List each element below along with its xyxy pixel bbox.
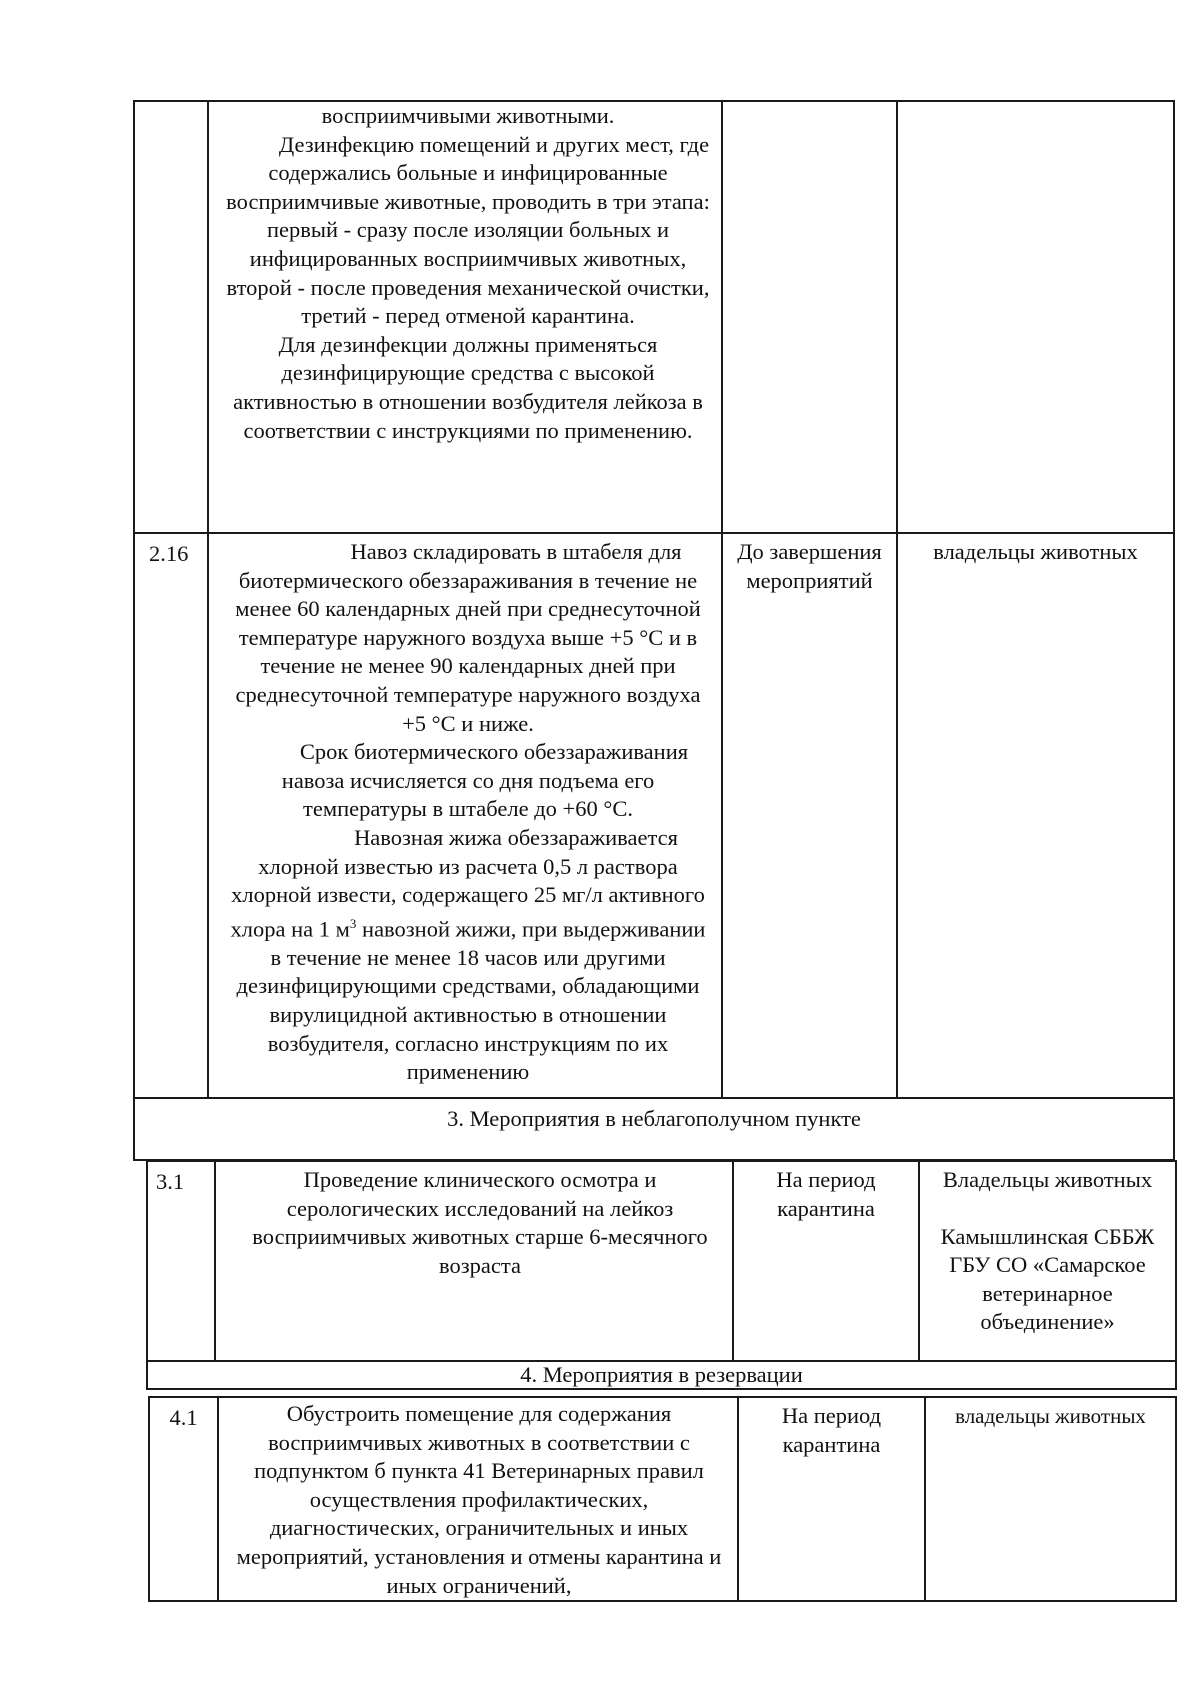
- measure-text-part: навозной жижи, при выдерживании в течение не менее 18 часов или другими дезинфицирующими средствами, обладающими вирулицидной активностью в отношении возбудителя, согласно инструкциям по их применению: [236, 916, 706, 1085]
- measure-cell: [208, 533, 722, 1098]
- responsible-owners: Владельцы животных: [942, 1167, 1153, 1192]
- measures-table-part-3: [148, 1396, 1177, 1602]
- responsible-cell: владельцы животных: [925, 1397, 1176, 1601]
- responsible-cell: владельцы животных: [897, 533, 1174, 1098]
- table-row-4-1: [149, 1397, 1176, 1601]
- row-number-cell: [134, 101, 208, 533]
- row-number-cell: 4.1: [149, 1397, 218, 1601]
- measure-cell: Проведение клинического осмотра и серологических исследований на лейкоз восприимчивых животных старше 6-месячного возраста: [215, 1161, 733, 1361]
- row-number-cell: 3.1: [147, 1161, 215, 1361]
- row-number-cell: 2.16: [134, 533, 208, 1098]
- measure-cell: Обустроить помещение для содержания восприимчивых животных в соответствии с подпунктом б пункта 41 Ветеринарных правил осуществления профилактических, диагностических, ограничительных и иных мероприятий, установления и отмены карантина и иных ограничений,: [218, 1397, 738, 1601]
- responsible-cell: [897, 101, 1174, 533]
- section-3-title: 3. Мероприятия в неблагополучном пункте: [134, 1098, 1174, 1160]
- term-cell: На период карантина: [733, 1161, 919, 1361]
- measure-paragraph: [223, 824, 713, 1087]
- spacer: [920, 1195, 1175, 1223]
- measure-text-part: Навозная жижа обеззараживается хлорной известью из расчета 0,5 л раствора хлорной извести, содержащего 25 мг/л активного хлора на 1 м: [230, 824, 705, 942]
- responsible-vet-service: Камышлинская СББЖ ГБУ СО «Самарское ветеринарное объединение»: [940, 1223, 1155, 1335]
- table-row-continuation: [134, 101, 1174, 533]
- section-header-row: [147, 1361, 1176, 1389]
- table-row-3-1: [147, 1161, 1176, 1361]
- measure-cell: [208, 101, 722, 533]
- term-cell: [722, 101, 897, 533]
- measure-paragraph: Срок биотермического обеззараживания навоза исчисляется со дня подъема его температуры в штабеле до +60 °С.: [281, 739, 689, 822]
- measure-paragraph: Навоз складировать в штабеля для биотермического обеззараживания в течение не менее 60 календарных дней при среднесуточной температуре наружного воздуха выше +5 °С и в течение не менее 90 календарных дней при среднесуточной температуре наружного воздуха +5 °С и ниже.: [235, 539, 701, 736]
- measure-paragraph: Для дезинфекции должны применяться дезинфицирующие средства с высокой активностью в отношении возбудителя лейкоза в соответствии с инструкциями по применению.: [233, 331, 703, 443]
- section-4-title: 4. Мероприятия в резервации: [147, 1361, 1176, 1389]
- cubic-superscript: 3: [349, 915, 357, 931]
- section-header-row: [134, 1098, 1174, 1160]
- table-row-2-16: [134, 533, 1174, 1098]
- term-cell: До завершения мероприятий: [722, 533, 897, 1098]
- measure-paragraph: Дезинфекцию помещений и других мест, где содержались больные и инфицированные восприимчивые животные, проводить в три этапа: первый - сразу после изоляции больных и инфицированных восприимчивых животных, второй - после проведения механической очистки, третий - перед отменой карантина.: [226, 131, 710, 329]
- measures-table-part-2: [146, 1160, 1177, 1390]
- responsible-cell: [919, 1161, 1176, 1361]
- measure-text-line: восприимчивыми животными.: [321, 103, 615, 128]
- term-cell: На период карантина: [738, 1397, 925, 1601]
- measures-table-part-1: [133, 100, 1175, 1161]
